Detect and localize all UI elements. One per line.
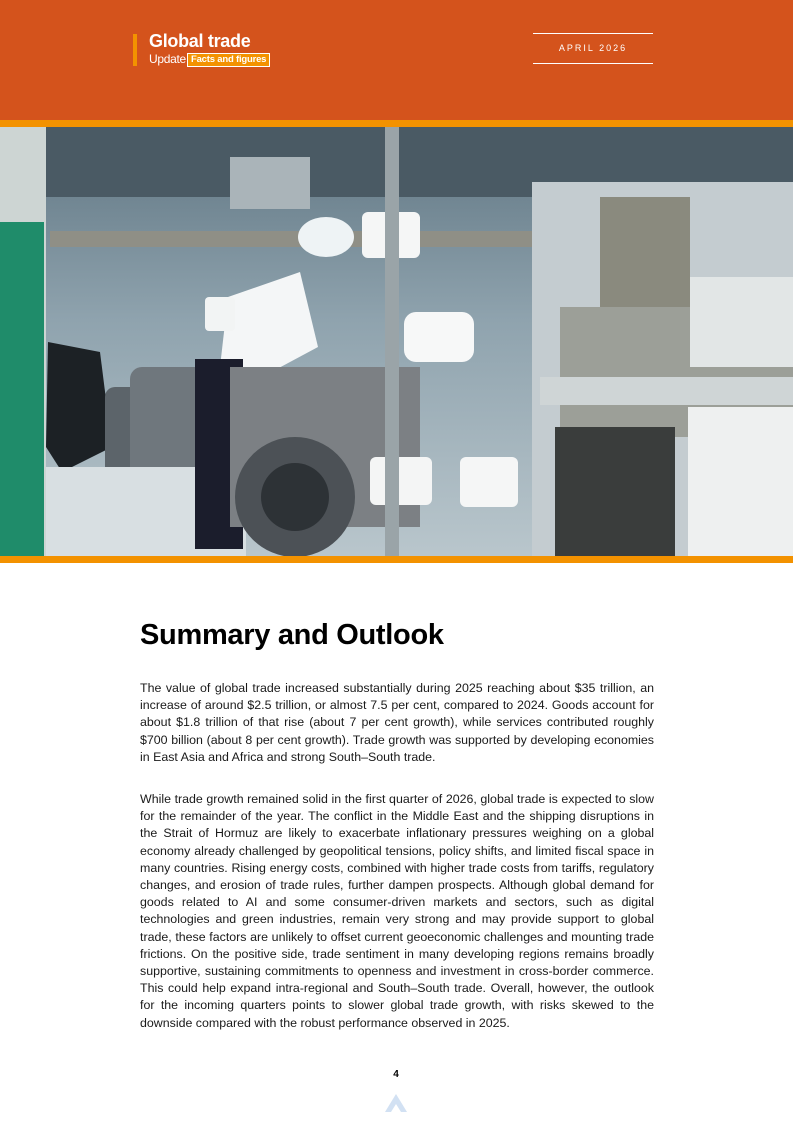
brand-badge: Facts and figures — [187, 53, 270, 67]
outlook-paragraph-2: While trade growth remained solid in the first quarter of 2026, global trade is expected to slow for the remainder of the year. The conflict in the Middle East and the shipping disruptions in the Strait of Hormuz are likely to exacerbate inflationary pressures weighing on a global economy already challenged by geopolitical tensions, policy shifts, and limited fiscal space in many countries. Rising energy costs, combined with higher trade costs from tariffs, regulatory changes, and erosion of trade rules, further dampen prospects. Although global demand for goods related to AI and some consumer-driven markets and sectors, such as digital technologies and green industries, remain very strong and may provide support to global trade, these factors are unlikely to offset current geoeconomic challenges and mounting trade frictions. On the positive side, trade sentiment in many developing regions remains broadly supportive, sustaining commitments to openness and investment in cross-border commerce. This could help expand intra-regional and South–South trade. Overall, however, the outlook for the incoming quarters points to slower global trade growth, with risks skewed to the downside compared with the robust performance observed in 2025. — [140, 792, 654, 1030]
brand-accent-bar — [133, 34, 137, 66]
factory-illustration — [0, 127, 793, 556]
brand-title: Global trade — [149, 31, 251, 51]
date-rule-top — [533, 33, 653, 34]
summary-paragraph-1: The value of global trade increased substantially during 2025 reaching about $35 trillion, an increase of around $2.5 trillion, or almost 7.5 per cent, compared to 2024. Goods account for about $1.8 trillion of that rise (about 7 per cent growth), while services contributed roughly $700 billion (about 8 per cent growth). Trade growth was supported by developing economies in East Asia and Africa and strong South–South trade. — [140, 681, 654, 764]
date-rule-bottom — [533, 63, 653, 64]
chevron-up-icon[interactable] — [384, 1090, 408, 1114]
brand-subtitle: Update — [149, 52, 186, 66]
header-stripe — [0, 120, 793, 127]
page-header — [0, 0, 793, 120]
section-heading: Summary and Outlook — [140, 619, 444, 651]
issue-date: APRIL 2026 — [558, 43, 628, 53]
page-number: 4 — [393, 1069, 399, 1080]
photo-bottom-stripe — [0, 556, 793, 563]
photo-credit: © Adobe Stock — [4, 608, 13, 662]
